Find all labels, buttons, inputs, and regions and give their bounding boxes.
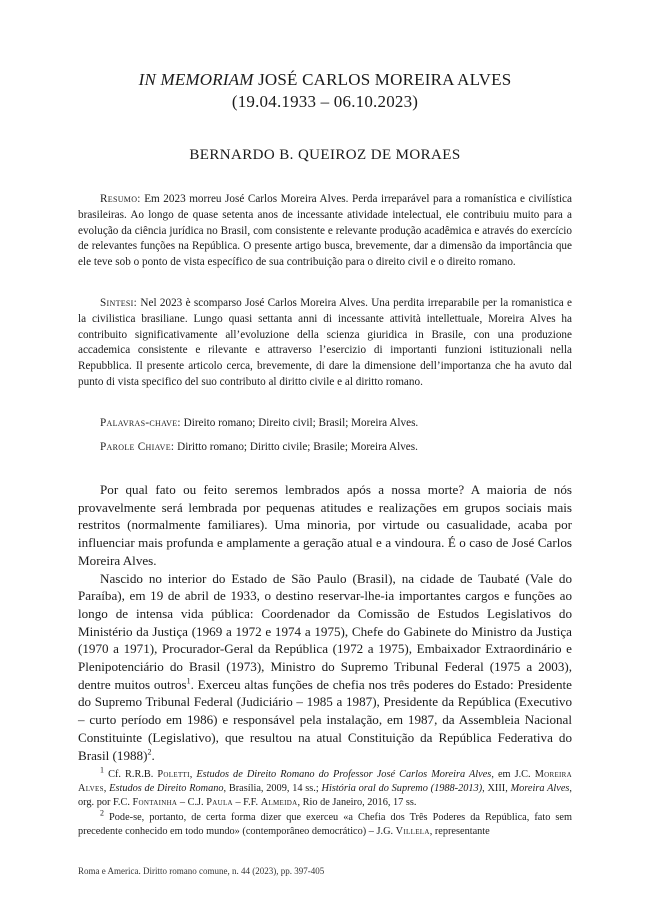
title-line-1 (78, 69, 572, 91)
abstract-text: Em 2023 morreu José Carlos Moreira Alves. Perda irreparável para a romanística e civilística brasileiras. Ao longo de quase setenta anos de incessante atividade intelectual, ele contribuiu muito para a evolução da ciência jurídica no Brasil, com consistente e relevante produção acadêmica e através do exercício de relevantes funções na República. O presente artigo busca, brevemente, dar a dimensão da importância que ele teve sob o ponto de vista específico de sua contribuição para o direito civil e o direito romano. (78, 193, 572, 269)
abstract-label: Sintesi: (100, 297, 138, 309)
keywords-label: Parole Chiave: (100, 441, 175, 453)
body-text (78, 481, 572, 764)
keywords-text: Direito romano; Direito civil; Brasil; Moreira Alves. (180, 417, 419, 429)
page-footer: Roma e America. Diritto romano comune, n. 44 (2023), pp. 397-405 (78, 866, 325, 876)
keywords-text: Diritto romano; Diritto civile; Brasile; Moreira Alves. (174, 441, 418, 453)
footnote-ref-1[interactable]: 1 (186, 676, 191, 686)
keywords-italian (78, 440, 572, 456)
keywords-portuguese (78, 416, 572, 432)
title-name: JOSÉ CARLOS MOREIRA ALVES (253, 70, 512, 89)
footnote-number: 1 (100, 765, 104, 775)
footnote-ref-2[interactable]: 2 (147, 747, 152, 757)
footnote-2: $^2$ Pode-se, portanto, de certa forma dizer que exerceu «a Chefia dos Três Poderes da República, fato sem precedente conhecido em todo mundo» (contemporâneo democrático) – J.G. Villela, representante (78, 808, 572, 837)
keywords-label: Palavras-chave: (100, 417, 181, 429)
paragraph-text: . Exerceu altas funções de chefia nos três poderes do Estado: Presidente do Supremo Tribunal Federal (Judiciário – 1985 a 1987), Presidente da República (Executivo – curto período em 1986) e responsável pela instalação, em 1987, da Assembleia Nacional Constituinte (Legislativo), que resultou na atual Constituição da República Federativa do Brasil (1988) (78, 676, 572, 763)
footnote-1: $^1$ Cf. R.R.B. Poletti, Estudos de Direito Romano do Professor José Carlos Moreira Alves, em J.C. Moreira Alves, Estudos de Direito Romano, Brasília, 2009, 14 ss.; História oral do Supremo (1988-2013), XIII, Moreira Alves, org. por F.C. Fontainha – C.J. Paula – F.F. Almeida, Rio de Janeiro, 2016, 17 ss. (78, 765, 572, 809)
abstract-label: Resumo: (100, 193, 141, 205)
abstract-portuguese (78, 192, 572, 271)
body-paragraph-1: Por qual fato ou feito seremos lembrados após a nossa morte? A maioria de nós provavelmente será lembrada por pequenas atitudes e realizações em grupos sociais mais restritos (normalmente familiares). Uma minoria, por virtude ou casualidade, acaba por influenciar mais profunda e amplamente a geração atual e a vindoura. É o caso de José Carlos Moreira Alves. (78, 482, 572, 568)
paragraph-text: Nascido no interior do Estado de São Paulo (Brasil), na cidade de Taubaté (Vale do Paraíba), em 19 de abril de 1933, o destino reservar-lhe-ia importantes cargos e funções ao longo de intensa vida pública: Coordenador da Comissão de Estudos Legislativos do Ministério da Justiça (1969 a 1972 e 1974 a 1975), Chefe do Gabinete do Ministro da Justiça (1970 a 1971), Procurador-Geral da República (1972 a 1975), Embaixador Extraordinário e Plenipotenciário do Brasil (1973), Ministro do Supremo Tribunal Federal (1975 a 2003), dentre muitos outros (78, 570, 572, 692)
author-name: BERNARDO B. QUEIROZ DE MORAES (189, 147, 461, 163)
footnotes (78, 765, 572, 839)
title-italic: IN MEMORIAM (138, 70, 254, 89)
footnote-number: 2 (100, 808, 104, 818)
abstract-text: Nel 2023 è scomparso José Carlos Moreira Alves. Una perdita irreparabile per la romanistica e la civilistica brasiliane. Lungo quasi settanta anni di incessante attività intellettuale, Moreira Alves ha contribuito significativamente all’evoluzione della scienza giuridica in Brasile, con una produzione accademica consistente e rilevante e attraverso l’esercizio di importanti funzioni istituzionali nella Repubblica. Il presente articolo cerca, brevemente, di dare la dimensione dell’importanza che ha avuto dal punto di vista specifico del suo contributo al diritto civile e al diritto romano. (78, 297, 572, 388)
body-paragraph-2 (78, 570, 572, 765)
title-line-2: (19.04.1933 – 06.10.2023) (231, 92, 419, 111)
paragraph-text: . (151, 747, 155, 763)
article-title (78, 69, 572, 113)
abstract-italian (78, 296, 572, 391)
